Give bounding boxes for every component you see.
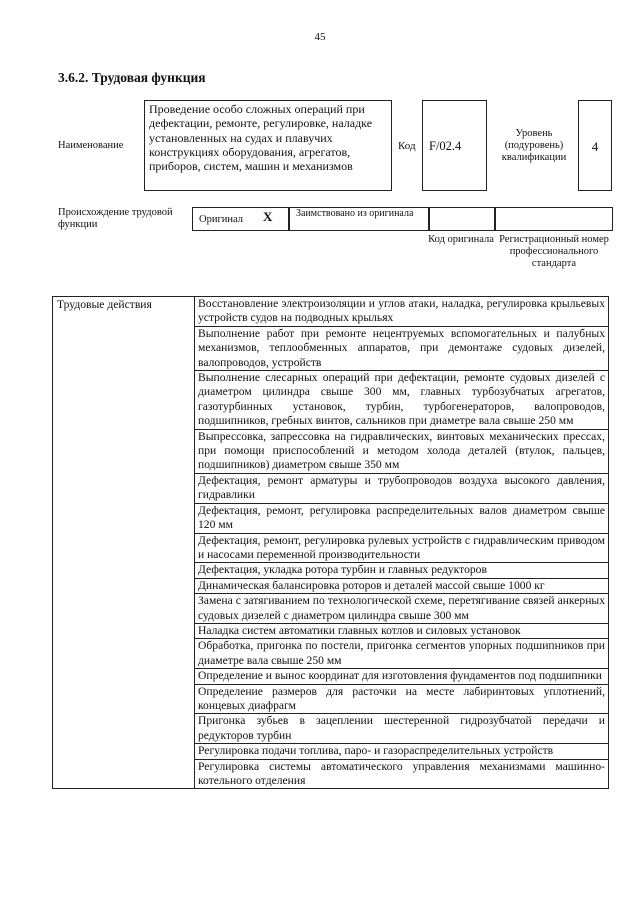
labor-action-item: Дефектация, ремонт, регулировка рулевых устройств с гидравлическим приводом и насосами переменной производительности [195, 533, 609, 563]
section-title: 3.6.2. Трудовая функция [58, 70, 206, 85]
labor-action-row [53, 297, 609, 327]
reg-number-label: Регистрационный номер профессионального стандарта [499, 234, 609, 269]
labor-action-item: Определение размеров для расточки на месте лабиринтовых уплотнений, концевых диафрагм [195, 684, 609, 714]
page-number: 45 [314, 31, 326, 43]
original-label: Оригинал [199, 214, 243, 225]
labor-action-item: Обработка, пригонка по постели, пригонка сегментов упорных подшипников при диаметре вала свыше 250 мм [195, 639, 609, 669]
labor-action-item: Регулировка системы автоматического управления механизмами машинно-котельного отделения [195, 759, 609, 789]
origin-label: Происхождение трудовой функции [58, 207, 173, 230]
labor-actions-table [52, 296, 609, 789]
function-name-value: Проведение особо сложных операций при дефектации, ремонте, регулировке, наладке установленных на судах и плавучих конструкциях оборудования, агрегатов, приборов, систем, машин и механизмов [144, 100, 392, 191]
code-original-label: Код оригинала [428, 234, 494, 245]
labor-action-item: Регулировка подачи топлива, паро- и газораспределительных устройств [195, 744, 609, 759]
labor-action-item: Восстановление электроизоляции и углов атаки, наладка, регулировка крыльевых устройств судов на подводных крыльях [195, 297, 609, 327]
labor-action-item: Дефектация, укладка ротора турбин и главных редукторов [195, 563, 609, 578]
labor-action-item: Определение и вынос координат для изготовления фундаментов под подшипники [195, 669, 609, 684]
labor-action-item: Наладка систем автоматики главных котлов и силовых установок [195, 623, 609, 638]
labor-action-item: Выполнение слесарных операций при дефектации, ремонте судовых дизелей с диаметром цилиндра свыше 300 мм, главных турбозубчатых агрегатов, газотурбинных установок, турбин, турбогенераторов, валопроводов, подшипников, гребных винтов, сальников при диаметре вала свыше 250 мм [195, 371, 609, 430]
name-label: Наименование [58, 140, 124, 151]
level-label: Уровень (подуровень) квалификации [501, 128, 567, 163]
labor-action-item: Выполнение работ при ремонте нецентруемых вспомогательных и палубных механизмов, теплообменных аппаратов, при демонтаже судовых дизелей, валопроводов, устройств [195, 326, 609, 370]
code-label: Код [398, 140, 416, 152]
labor-action-item: Динамическая балансировка роторов и деталей массой свыше 1000 кг [195, 578, 609, 593]
code-original-cell [429, 207, 495, 231]
labor-action-item: Дефектация, ремонт, регулировка распределительных валов диаметром свыше 120 мм [195, 503, 609, 533]
function-code-value: F/02.4 [422, 100, 487, 191]
labor-actions-header: Трудовые действия [53, 297, 195, 789]
original-cell [192, 207, 289, 231]
labor-action-item: Дефектация, ремонт арматуры и трубопроводов воздуха высокого давления, гидравлики [195, 473, 609, 503]
borrowed-cell [289, 207, 429, 231]
borrowed-label: Заимствовано из оригинала [296, 208, 414, 219]
qualification-level-value: 4 [578, 100, 612, 191]
labor-action-item: Выпрессовка, запрессовка на гидравлических, винтовых механических прессах, при помощи приспособлений и методом холода деталей (втулок, пальцев, подшипников) диаметром свыше 350 мм [195, 429, 609, 473]
original-mark: X [263, 209, 273, 224]
reg-number-cell [495, 207, 613, 231]
labor-action-item: Замена с затягиванием по технологической схеме, перетягивание связей анкерных судовых дизелей с диаметром цилиндра свыше 300 мм [195, 594, 609, 624]
labor-action-item: Пригонка зубьев в зацеплении шестеренной гидрозубчатой передачи и редукторов турбин [195, 714, 609, 744]
